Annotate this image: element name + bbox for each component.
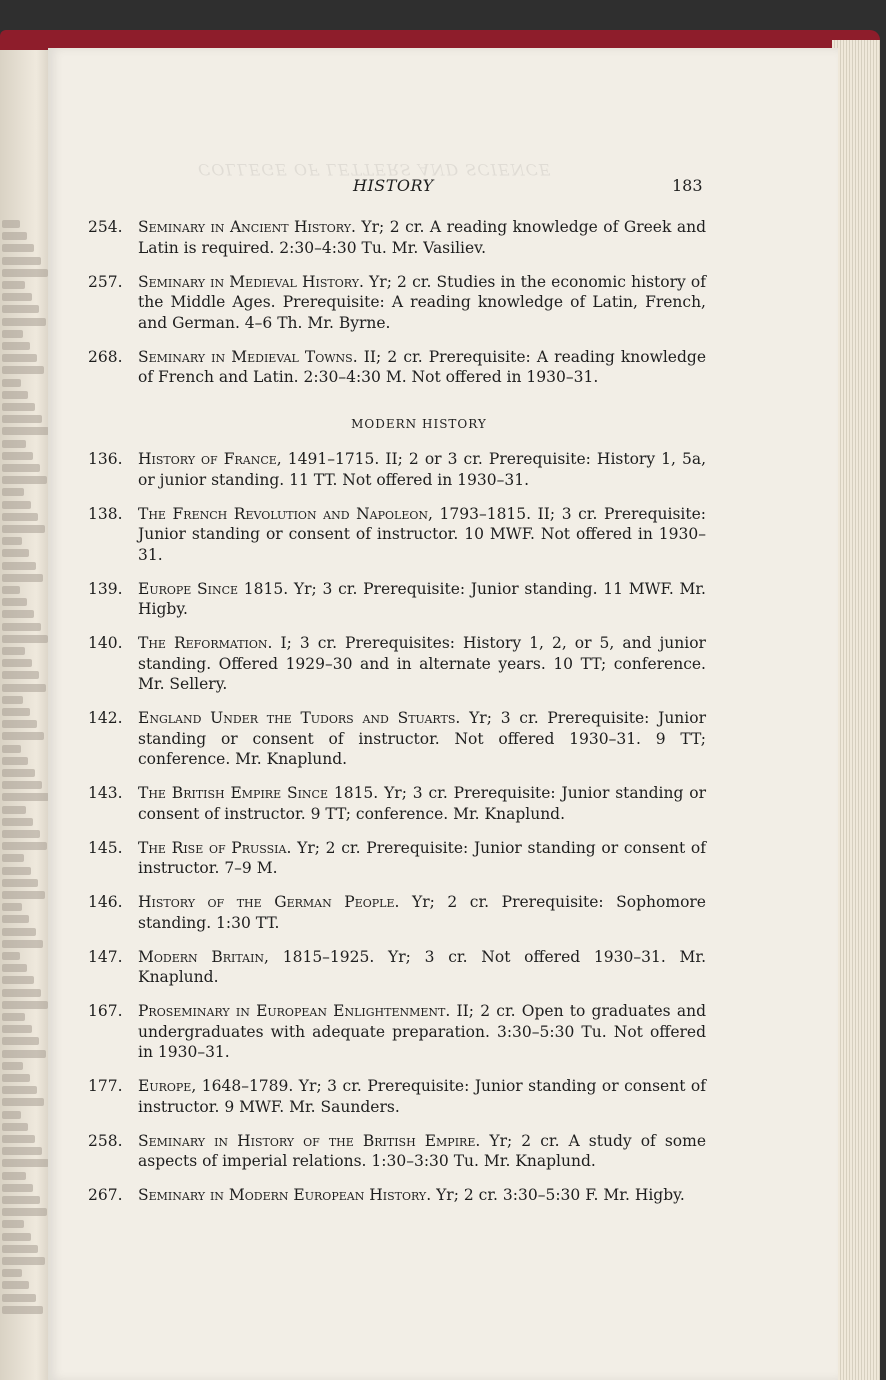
previous-page-text-fragment [2, 366, 44, 374]
course-number: 177. [88, 1077, 123, 1095]
course-entry [88, 1001, 706, 1063]
course-entry [88, 947, 706, 988]
course-details: Yr; 2 cr. Studies in the economic history of the Middle Ages. Prerequisite: A reading knowledge of Latin, French, and German. 4–6 Th. Mr. Byrne. [138, 272, 706, 332]
course-entry [88, 347, 706, 388]
previous-page-text-fragment [2, 440, 26, 448]
previous-page-text-fragment [2, 696, 23, 704]
course-number: 268. [88, 347, 123, 366]
course-title: Modern Britain, [138, 947, 269, 966]
previous-page-text-fragment [2, 903, 22, 911]
previous-page-text-fragment [2, 281, 25, 289]
previous-page-text-fragment [2, 391, 28, 399]
course-title: The French Revolution and Napoleon, [138, 504, 433, 523]
course-description [138, 783, 706, 824]
course-title: Seminary in Modern European History. [138, 1186, 432, 1204]
book-page [48, 48, 838, 1380]
previous-page-text-fragment [2, 818, 33, 826]
course-description [138, 1185, 706, 1206]
previous-page-text-fragment [2, 1281, 29, 1289]
previous-page-text-fragment [2, 1025, 32, 1033]
course-entry [88, 1185, 706, 1206]
course-description [138, 347, 706, 388]
previous-page-text-fragment [2, 452, 33, 460]
previous-page-text-fragment [2, 1306, 43, 1314]
ancient-medieval-list [88, 217, 706, 388]
course-listing [88, 217, 706, 1219]
course-title: Europe Since 1815. [138, 579, 289, 598]
course-description [138, 449, 706, 490]
course-description [138, 947, 706, 988]
course-details: Yr; 2 cr. 3:30–5:30 F. Mr. Higby. [436, 1186, 685, 1204]
previous-page-text-fragment [2, 1196, 40, 1204]
previous-page-text-fragment [2, 1233, 31, 1241]
previous-page-text-fragment [2, 1257, 45, 1265]
previous-page-text-fragment [2, 257, 41, 265]
previous-page-text-fragment [2, 1172, 26, 1180]
course-title: The Reformation. [138, 634, 273, 652]
previous-page-text-fragment [2, 220, 20, 228]
previous-page-text-fragment [2, 525, 45, 533]
course-entry [88, 708, 706, 770]
modern-history-list [88, 449, 706, 1206]
previous-page-text-fragment [2, 1208, 47, 1216]
course-details: II; 2 cr. Open to graduates and undergraduates with adequate preparation. 3:30–5:30 Tu. Not offered in 1930–31. [138, 1002, 706, 1061]
course-number: 142. [88, 709, 123, 727]
previous-page-text-fragment [2, 928, 36, 936]
course-number: 139. [88, 579, 123, 598]
previous-page-text-fragment [2, 806, 26, 814]
previous-page-text-fragment [2, 793, 49, 801]
course-details: Yr; 3 cr. Prerequisite: Junior standing or consent of instructor. Not offered 1930–31. 9 TT; conference. Mr. Knaplund. [138, 709, 706, 768]
course-details: Yr; 2 cr. Prerequisite: Junior standing or consent of instructor. 7–9 M. [138, 838, 706, 877]
course-title: Seminary in Medieval History. [138, 272, 364, 291]
previous-page-text-fragment [2, 745, 21, 753]
previous-page-text-fragment [2, 867, 31, 875]
course-description [138, 1076, 706, 1117]
previous-page-text-fragment [2, 769, 35, 777]
previous-page-text-fragment [2, 915, 29, 923]
course-details: 1815–1925. Yr; 3 cr. Not offered 1930–31. Mr. Knaplund. [138, 947, 707, 986]
course-title: The British Empire Since 1815. [138, 784, 379, 802]
course-entry [88, 838, 706, 879]
course-number: 267. [88, 1186, 123, 1204]
previous-page-text-fragment [2, 1269, 22, 1277]
page-stack-edge [832, 40, 880, 1380]
previous-page-text-fragment [2, 1135, 35, 1143]
course-entry [88, 217, 706, 258]
previous-page-text-fragment [2, 354, 37, 362]
previous-page-text-fragment [2, 476, 47, 484]
previous-page-text-fragment [2, 427, 49, 435]
previous-page-text-fragment [2, 1111, 21, 1119]
course-description [138, 1001, 706, 1063]
course-entry [88, 1076, 706, 1117]
previous-page-text-fragment [2, 1050, 46, 1058]
previous-page-text-fragment [2, 891, 45, 899]
previous-page-text-fragment [2, 708, 30, 716]
previous-page-text-fragment [2, 1159, 49, 1167]
course-description [138, 892, 706, 933]
previous-page-text-fragment [2, 244, 34, 252]
course-description [138, 504, 706, 566]
previous-page-text-fragment [2, 464, 40, 472]
course-details: Yr; 2 cr. Prerequisite: Sophomore standing. 1:30 TT. [138, 893, 706, 932]
previous-page-text-fragment [2, 379, 21, 387]
course-title: History of France, [138, 450, 282, 468]
previous-page-text-fragment [2, 305, 39, 313]
previous-page-text-fragment [2, 732, 44, 740]
course-description [138, 217, 706, 258]
course-description [138, 838, 706, 879]
course-description [138, 633, 706, 695]
course-number: 147. [88, 947, 123, 966]
previous-page-text-fragment [2, 623, 41, 631]
course-entry [88, 449, 706, 490]
course-title: Proseminary in European Enlightenment. [138, 1002, 451, 1020]
previous-page-text-fragment [2, 1013, 25, 1021]
previous-page-text-fragment [2, 1184, 33, 1192]
course-title: England Under the Tudors and Stuarts. [138, 709, 461, 727]
course-description [138, 579, 706, 620]
course-details: Yr; 2 cr. A reading knowledge of Greek and Latin is required. 2:30–4:30 Tu. Mr. Vasiliev. [138, 218, 706, 257]
previous-page-text-fragment [2, 1062, 23, 1070]
previous-page-text-fragment [2, 854, 24, 862]
previous-page-text-fragment [2, 781, 42, 789]
previous-page-text-fragment [2, 1001, 48, 1009]
running-title: HISTORY [353, 176, 434, 195]
previous-page-text-fragment [2, 513, 38, 521]
course-entry [88, 1131, 706, 1172]
course-number: 143. [88, 784, 123, 802]
course-number: 254. [88, 218, 123, 236]
previous-page-text-fragment [2, 330, 23, 338]
previous-page-text-fragment [2, 1123, 28, 1131]
course-description [138, 708, 706, 770]
course-entry [88, 272, 706, 334]
previous-page-text-fragment [2, 574, 43, 582]
previous-page-text-fragment [2, 952, 20, 960]
previous-page-text-fragment [2, 232, 27, 240]
section-heading: MODERN HISTORY [351, 416, 487, 431]
course-details: 1793–1815. II; 3 cr. Prerequisite: Junior standing or consent of instructor. 10 MWF. Not offered in 1930–31. [138, 504, 706, 564]
previous-page-text-fragment [2, 501, 31, 509]
previous-page-text-fragment [2, 647, 25, 655]
previous-page-text-fragment [2, 537, 22, 545]
previous-page-text-fragment [2, 586, 20, 594]
course-title: Seminary in Ancient History. [138, 218, 356, 236]
previous-page-text-fragment [2, 830, 40, 838]
previous-page-text-fragment [2, 635, 48, 643]
previous-page-text-fragment [2, 976, 34, 984]
course-entry [88, 783, 706, 824]
show-through-text: COLLEGE OF LETTERS AND SCIENCE [198, 160, 552, 179]
course-details: 1648–1789. Yr; 3 cr. Prerequisite: Junior standing or consent of instructor. 9 MWF. Mr. Saunders. [138, 1077, 706, 1116]
previous-page-text-fragment [2, 269, 48, 277]
previous-page-text-fragment [2, 403, 35, 411]
previous-page-text-fragment [2, 1245, 38, 1253]
course-details: Yr; 3 cr. Prerequisite: Junior standing or consent of instructor. 9 TT; conference. Mr. Knaplund. [138, 784, 706, 823]
previous-page-text-fragment [2, 318, 46, 326]
course-description [138, 272, 706, 334]
previous-page-text-fragment [2, 659, 32, 667]
course-number: 167. [88, 1002, 123, 1020]
previous-page-text-fragment [2, 1086, 37, 1094]
course-details: Yr; 2 cr. A study of some aspects of imperial relations. 1:30–3:30 Tu. Mr. Knaplund. [138, 1131, 706, 1170]
previous-page-text-fragment [2, 1294, 36, 1302]
previous-page-text-fragment [2, 342, 30, 350]
course-number: 258. [88, 1131, 123, 1150]
course-entry [88, 633, 706, 695]
course-title: Seminary in Medieval Towns. [138, 347, 358, 366]
previous-page-text-fragment [2, 879, 38, 887]
previous-page-text-fragment [2, 549, 29, 557]
course-details: 1491–1715. II; 2 or 3 cr. Prerequisite: History 1, 5a, or junior standing. 11 TT. Not offered in 1930–31. [138, 450, 707, 489]
previous-page-text-fragment [2, 415, 42, 423]
course-details: Yr; 3 cr. Prerequisite: Junior standing. 11 MWF. Mr. Higby. [138, 579, 706, 618]
course-number: 136. [88, 450, 123, 468]
previous-page-text-fragment [2, 964, 27, 972]
previous-page-text-fragment [2, 684, 46, 692]
course-number: 146. [88, 893, 123, 911]
previous-page-text-fragment [2, 488, 24, 496]
course-details: I; 3 cr. Prerequisites: History 1, 2, or 5, and junior standing. Offered 1929–30 and in alternate years. 10 TT; conference. Mr. Sellery. [138, 634, 706, 693]
previous-page-text-fragment [2, 720, 37, 728]
previous-page-text-fragment [2, 989, 41, 997]
previous-page-text-fragment [2, 671, 39, 679]
course-number: 138. [88, 504, 123, 523]
previous-page-text-fragment [2, 940, 43, 948]
previous-page-edge [0, 50, 52, 1380]
course-number: 257. [88, 272, 123, 291]
previous-page-text-fragment [2, 1098, 44, 1106]
course-title: History of the German People. [138, 893, 400, 911]
course-number: 140. [88, 634, 123, 652]
previous-page-text-fragment [2, 610, 34, 618]
previous-page-text-fragment [2, 1147, 42, 1155]
previous-page-text-fragment [2, 757, 28, 765]
previous-page-text-fragment [2, 562, 36, 570]
previous-page-text-fragment [2, 842, 47, 850]
previous-page-text-fragment [2, 1037, 39, 1045]
course-title: The Rise of Prussia. [138, 838, 292, 857]
previous-page-text-fragment [2, 1074, 30, 1082]
running-header [48, 176, 838, 198]
course-title: Europe, [138, 1077, 197, 1095]
course-entry [88, 504, 706, 566]
course-title: Seminary in History of the British Empire. [138, 1131, 481, 1150]
previous-page-text-fragment [2, 598, 27, 606]
course-number: 145. [88, 838, 123, 857]
page-number: 183 [672, 176, 703, 195]
course-description [138, 1131, 706, 1172]
course-entry [88, 579, 706, 620]
course-entry [88, 892, 706, 933]
previous-page-text-fragment [2, 293, 32, 301]
previous-page-text-fragment [2, 1220, 24, 1228]
course-details: II; 2 cr. Prerequisite: A reading knowledge of French and Latin. 2:30–4:30 M. Not offered in 1930–31. [138, 347, 707, 386]
